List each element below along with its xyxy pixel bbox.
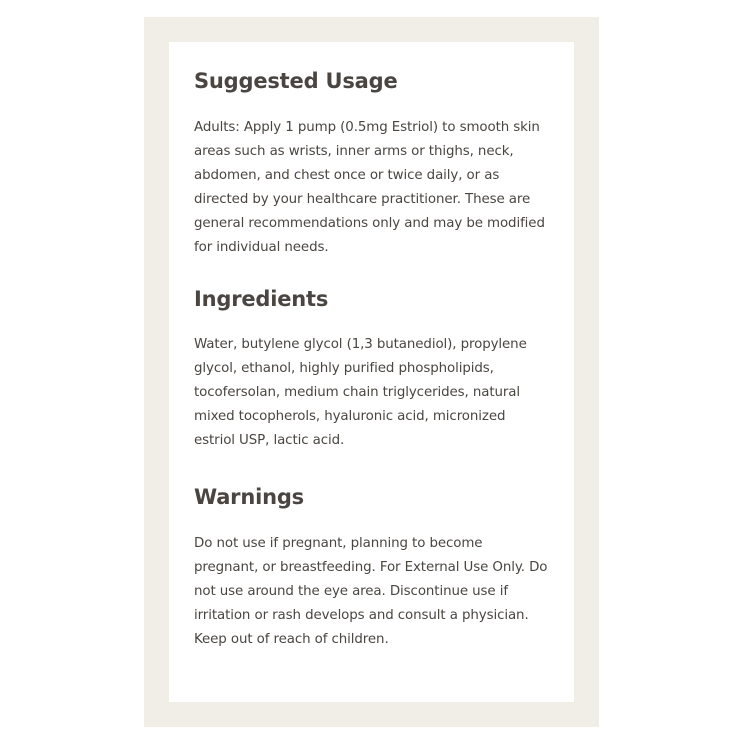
ingredients-text: Water, butylene glycol (1,3 butanediol), propylene glycol, ethanol, highly purified phospholipids, tocofersolan, medium chain triglycerides, natural mixed tocopherols, hyaluronic acid, micronized estriol USP, lactic acid. (194, 337, 527, 448)
product-info-frame (144, 17, 599, 727)
suggested-usage-text: Adults: Apply 1 pump (0.5mg Estriol) to smooth skin areas such as wrists, inner arms or thighs, neck, abdomen, and chest once or twice daily, or as directed by your healthcare practitioner. These are general recommendations only and may be modified for individual needs. (194, 120, 545, 255)
product-info-card (169, 42, 574, 702)
ingredients-heading: Ingredients (194, 287, 329, 311)
warnings-heading: Warnings (194, 485, 304, 509)
warnings-text: Do not use if pregnant, planning to become pregnant, or breastfeeding. For External Use Only. Do not use around the eye area. Discontinue use if irritation or rash develops and consult a physician. Keep out of reach of children. (194, 536, 548, 647)
suggested-usage-heading: Suggested Usage (194, 69, 398, 93)
